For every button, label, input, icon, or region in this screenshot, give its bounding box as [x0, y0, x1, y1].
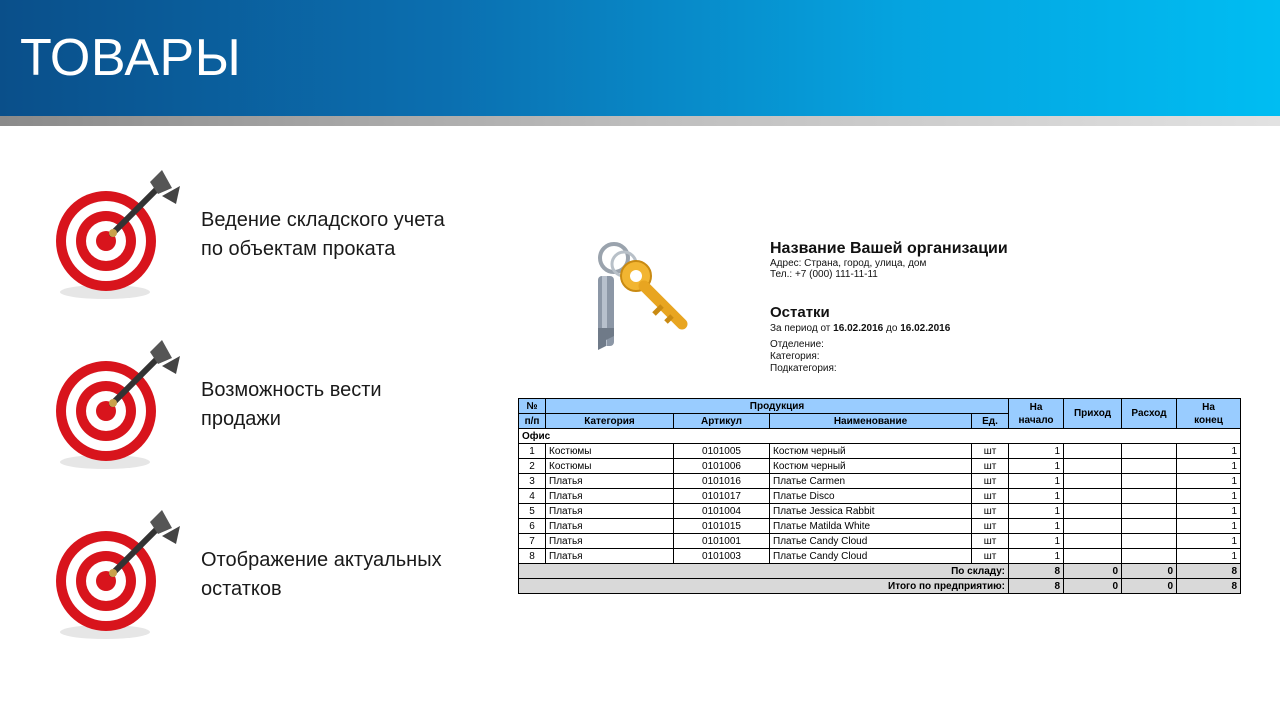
organization-address: Адрес: Страна, город, улица, дом — [770, 258, 927, 269]
total-income: 0 — [1064, 579, 1122, 594]
report-period — [770, 323, 950, 335]
row-category: Платья — [546, 519, 674, 534]
total-label: По складу: — [519, 564, 1009, 579]
total-start: 8 — [1009, 564, 1064, 579]
feature-text — [201, 376, 501, 434]
table-row — [519, 504, 1241, 519]
row-start: 1 — [1009, 504, 1064, 519]
row-category: Костюмы — [546, 444, 674, 459]
table-row — [519, 444, 1241, 459]
header-unit: Ед. — [972, 414, 1009, 429]
row-article: 0101005 — [674, 444, 770, 459]
table-total-row — [519, 579, 1241, 594]
row-number: 5 — [519, 504, 546, 519]
stock-table — [518, 398, 1241, 594]
row-end: 1 — [1177, 474, 1241, 489]
row-name: Костюм черный — [770, 444, 972, 459]
table-row — [519, 519, 1241, 534]
filter-category: Категория: — [770, 351, 820, 362]
row-unit: шт — [972, 474, 1009, 489]
header-num: № — [519, 399, 546, 414]
row-income — [1064, 489, 1122, 504]
total-start: 8 — [1009, 579, 1064, 594]
row-expense — [1122, 549, 1177, 564]
total-label: Итого по предприятию: — [519, 579, 1009, 594]
row-expense — [1122, 444, 1177, 459]
row-start: 1 — [1009, 459, 1064, 474]
row-income — [1064, 474, 1122, 489]
header-products: Продукция — [546, 399, 1009, 414]
feature-line: по объектам проката — [201, 238, 396, 260]
row-name: Платье Disco — [770, 489, 972, 504]
feature-line: Ведение складского учета — [201, 209, 445, 231]
row-name: Платье Candy Cloud — [770, 534, 972, 549]
feature-item-warehouse — [50, 166, 500, 306]
row-unit: шт — [972, 489, 1009, 504]
row-expense — [1122, 534, 1177, 549]
row-number: 1 — [519, 444, 546, 459]
row-number: 7 — [519, 534, 546, 549]
row-start: 1 — [1009, 549, 1064, 564]
row-article: 0101016 — [674, 474, 770, 489]
feature-text — [201, 206, 501, 264]
target-dart-icon — [50, 336, 190, 476]
row-start: 1 — [1009, 444, 1064, 459]
row-expense — [1122, 459, 1177, 474]
row-expense — [1122, 489, 1177, 504]
row-article: 0101004 — [674, 504, 770, 519]
title-banner — [0, 0, 1280, 116]
header-start: На начало — [1009, 399, 1064, 429]
header-num-sub: п/п — [519, 414, 546, 429]
row-start: 1 — [1009, 474, 1064, 489]
row-expense — [1122, 474, 1177, 489]
row-category: Платья — [546, 489, 674, 504]
row-unit: шт — [972, 504, 1009, 519]
row-unit: шт — [972, 459, 1009, 474]
row-end: 1 — [1177, 519, 1241, 534]
row-category: Платья — [546, 534, 674, 549]
row-income — [1064, 444, 1122, 459]
total-expense: 0 — [1122, 579, 1177, 594]
row-expense — [1122, 519, 1177, 534]
feature-text — [201, 546, 501, 604]
stock-report — [518, 230, 1240, 610]
row-start: 1 — [1009, 489, 1064, 504]
feature-line: продажи — [201, 408, 281, 430]
row-number: 6 — [519, 519, 546, 534]
row-category: Костюмы — [546, 459, 674, 474]
row-end: 1 — [1177, 549, 1241, 564]
feature-line: Возможность вести — [201, 379, 382, 401]
row-unit: шт — [972, 519, 1009, 534]
row-end: 1 — [1177, 459, 1241, 474]
row-number: 8 — [519, 549, 546, 564]
row-unit: шт — [972, 549, 1009, 564]
row-article: 0101003 — [674, 549, 770, 564]
header-article: Артикул — [674, 414, 770, 429]
row-name: Платье Jessica Rabbit — [770, 504, 972, 519]
filter-subcategory: Подкатегория: — [770, 363, 837, 374]
row-category: Платья — [546, 549, 674, 564]
table-row — [519, 474, 1241, 489]
total-expense: 0 — [1122, 564, 1177, 579]
row-name: Платье Matilda White — [770, 519, 972, 534]
row-unit: шт — [972, 534, 1009, 549]
organization-phone: Тел.: +7 (000) 111-11-11 — [770, 269, 878, 280]
row-end: 1 — [1177, 444, 1241, 459]
organization-name: Название Вашей организации — [770, 240, 1008, 257]
header-category: Категория — [546, 414, 674, 429]
table-row — [519, 459, 1241, 474]
row-article: 0101006 — [674, 459, 770, 474]
table-row — [519, 489, 1241, 504]
row-number: 3 — [519, 474, 546, 489]
row-category: Платья — [546, 474, 674, 489]
target-dart-icon — [50, 506, 190, 646]
keys-icon — [578, 236, 698, 366]
report-filters — [770, 339, 837, 375]
header-income: Приход — [1064, 399, 1122, 429]
table-total-row — [519, 564, 1241, 579]
row-end: 1 — [1177, 504, 1241, 519]
row-number: 4 — [519, 489, 546, 504]
table-group-row — [519, 429, 1241, 444]
organization-info — [770, 239, 1230, 280]
row-start: 1 — [1009, 519, 1064, 534]
row-expense — [1122, 504, 1177, 519]
row-income — [1064, 504, 1122, 519]
feature-line: остатков — [201, 578, 282, 600]
row-income — [1064, 519, 1122, 534]
row-income — [1064, 534, 1122, 549]
row-end: 1 — [1177, 489, 1241, 504]
row-end: 1 — [1177, 534, 1241, 549]
feature-line: Отображение актуальных — [201, 549, 442, 571]
period-prefix: За период от — [770, 323, 831, 334]
row-category: Платья — [546, 504, 674, 519]
row-income — [1064, 549, 1122, 564]
table-header-row — [519, 399, 1241, 414]
header-name: Наименование — [770, 414, 972, 429]
feature-item-sales — [50, 336, 500, 476]
filter-department: Отделение: — [770, 339, 824, 350]
row-article: 0101015 — [674, 519, 770, 534]
header-end: На конец — [1177, 399, 1241, 429]
period-mid: до — [886, 323, 898, 334]
total-end: 8 — [1177, 579, 1241, 594]
page-title: ТОВАРЫ — [20, 29, 242, 87]
row-article: 0101001 — [674, 534, 770, 549]
target-dart-icon — [50, 166, 190, 306]
row-name: Платье Carmen — [770, 474, 972, 489]
row-number: 2 — [519, 459, 546, 474]
table-row — [519, 549, 1241, 564]
row-income — [1064, 459, 1122, 474]
row-unit: шт — [972, 444, 1009, 459]
period-from: 16.02.2016 — [833, 323, 884, 334]
header-expense: Расход — [1122, 399, 1177, 429]
row-name: Костюм черный — [770, 459, 972, 474]
feature-item-stock — [50, 506, 500, 646]
row-article: 0101017 — [674, 489, 770, 504]
total-end: 8 — [1177, 564, 1241, 579]
row-start: 1 — [1009, 534, 1064, 549]
group-label: Офис — [519, 429, 1241, 444]
row-name: Платье Candy Cloud — [770, 549, 972, 564]
period-to: 16.02.2016 — [900, 323, 951, 334]
table-row — [519, 534, 1241, 549]
title-divider — [0, 116, 1280, 126]
report-title: Остатки — [770, 304, 830, 321]
total-income: 0 — [1064, 564, 1122, 579]
